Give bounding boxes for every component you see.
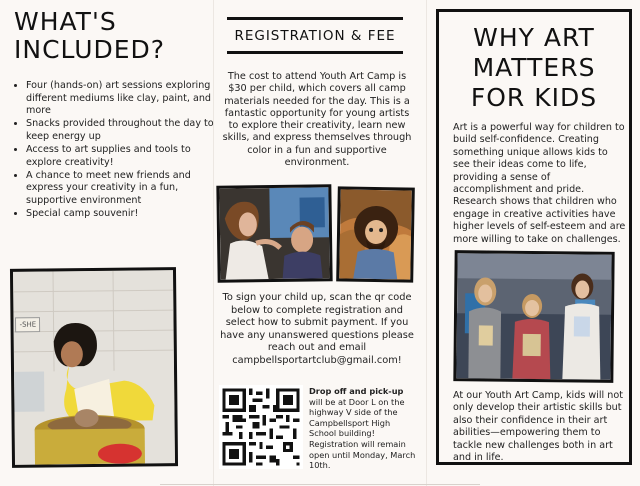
dropoff-info (309, 386, 417, 471)
plush-photo (336, 186, 415, 282)
whats-included-title-line2: INCLUDED? (14, 35, 166, 64)
included-item: • A chance to meet new friends and express your creativity in a fun, supportive environment (26, 170, 222, 208)
why-art-paragraph: Art is a powerful way for children to build self-confidence. Creating something unique allows kids to see their ideas come to life, providing a sense of accomplishment and pride. Research shows that children who engage in creative activities have higher levels of self-esteem and are more willing to take on challenges. (453, 122, 626, 245)
registration-body: The cost to attend Youth Art Camp is $30 per child, which covers all camp materials needed for the day. This is a fantastic opportunity for young artists to explore their creativity, learn new skills, and express themselves through color in a fun and supportive environment. (222, 71, 412, 169)
why-art-title-line2: MATTERS (472, 53, 596, 82)
registration-bottom-rule (227, 51, 403, 54)
included-item: • Four (hands-on) art sessions exploring different mediums like clay, paint, and more (26, 80, 222, 118)
pottery-photo-image (13, 270, 175, 465)
whats-included-title-line1: WHAT'S (14, 7, 117, 36)
registration-title: REGISTRATION & FEE (234, 28, 396, 44)
why-art-title (450, 23, 618, 113)
included-item: • Special camp souvenir! (26, 208, 222, 221)
dropoff-details: will be at Door L on the highway V side of the Campbellsport High School building! Registration will remain open until Monday, March 10th. (309, 396, 416, 471)
fold-line (160, 484, 480, 485)
group-photo-image (456, 253, 611, 380)
dropoff-label: Drop off and pick-up (309, 386, 404, 396)
pottery-photo (10, 267, 178, 468)
registration-top-rule (227, 17, 403, 20)
plush-photo-image (339, 189, 412, 279)
pottery-photo-sign: -SHE (19, 320, 37, 329)
face-painting-photo-image (219, 187, 329, 280)
included-item: • Access to art supplies and tools to explore creativity! (26, 144, 222, 169)
whats-included-title (14, 8, 165, 64)
registration-qr-code[interactable] (219, 385, 303, 469)
group-photo (453, 250, 614, 383)
panel-divider (213, 0, 214, 486)
why-art-title-line1: WHY ART (473, 23, 595, 52)
why-art-title-line3: FOR KIDS (470, 83, 598, 112)
signup-instructions: To sign your child up, scan the qr code below to complete registration and select how to submit payment. If you have any unanswered questions please reach out and email campbellsportartclub@gmail.com! (220, 292, 414, 366)
why-art-paragraph: At our Youth Art Camp, kids will not only develop their artistic skills but also their confidence in their art abilities—empowering them to tackle new challenges both in art and in life. (453, 390, 623, 464)
qr-code-icon (219, 385, 303, 469)
face-painting-photo (216, 184, 332, 283)
included-list (4, 80, 222, 221)
included-item: • Snacks provided throughout the day to keep energy up (26, 118, 222, 143)
panel-divider (426, 0, 427, 486)
